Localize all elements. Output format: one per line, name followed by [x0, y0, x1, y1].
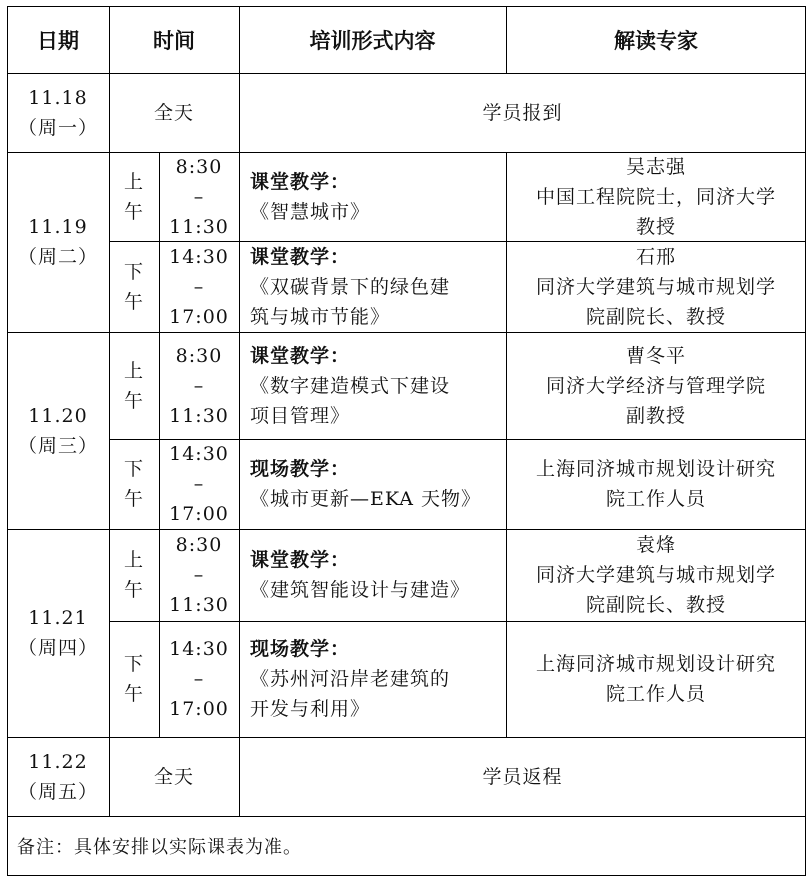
- date-cell: 11.19 （周二）: [17, 216, 98, 268]
- date-cell: 11.18 （周一）: [17, 86, 98, 139]
- content-cell: 现场教学： 《苏州河沿岸老建筑的 开发与利用》: [250, 638, 451, 720]
- table-note: 备注：具体安排以实际课表为准。: [17, 837, 302, 858]
- date-cell: 11.21 （周四）: [17, 607, 98, 659]
- time-allday: 全天: [153, 101, 194, 124]
- time-allday: 全天: [153, 765, 194, 788]
- period-cell: 下 午: [123, 458, 144, 510]
- time-cell: 14:30 – 17:00: [169, 443, 229, 525]
- expert-cell: 上海同济城市规划设计研究 院工作人员: [535, 653, 776, 705]
- period-cell: 下 午: [123, 260, 144, 313]
- header-time: 时间: [153, 29, 195, 53]
- time-cell: 14:30 – 17:00: [169, 638, 229, 720]
- content-cell: 课堂教学： 《智慧城市》: [250, 170, 371, 223]
- header-expert: 解读专家: [614, 29, 698, 53]
- period-cell: 上 午: [123, 170, 144, 223]
- schedule-table: [7, 6, 806, 876]
- time-cell: 8:30 – 11:30: [169, 534, 229, 616]
- period-cell: 下 午: [123, 653, 144, 705]
- expert-cell: 吴志强 中国工程院院士，同济大学 教授: [535, 155, 776, 238]
- expert-cell: 石邢 同济大学建筑与城市规划学 院副院长、教授: [535, 245, 776, 328]
- date-cell: 11.20 （周三）: [17, 404, 98, 457]
- content-cell: 课堂教学： 《双碳背景下的绿色建 筑与城市节能》: [250, 245, 451, 328]
- time-cell: 14:30 – 17:00: [169, 245, 229, 328]
- period-cell: 上 午: [123, 359, 144, 412]
- header-date: 日期: [37, 29, 79, 53]
- content-cell: 课堂教学： 《建筑智能设计与建造》: [250, 549, 471, 601]
- expert-cell: 袁烽 同济大学建筑与城市规划学 院副院长、教授: [535, 534, 776, 616]
- date-cell: 11.22 （周五）: [17, 750, 98, 803]
- content-cell: 课堂教学： 《数字建造模式下建设 项目管理》: [250, 344, 451, 427]
- expert-cell: 曹冬平 同济大学经济与管理学院 副教授: [545, 344, 766, 427]
- period-cell: 上 午: [123, 549, 144, 601]
- content-merged: 学员报到: [482, 101, 563, 124]
- content-cell: 现场教学： 《城市更新—EKA 天物》: [250, 458, 482, 510]
- time-cell: 8:30 – 11:30: [169, 155, 229, 238]
- expert-cell: 上海同济城市规划设计研究 院工作人员: [535, 458, 776, 510]
- content-merged: 学员返程: [482, 765, 563, 788]
- header-content: 培训形式内容: [309, 29, 436, 53]
- time-cell: 8:30 – 11:30: [169, 344, 229, 427]
